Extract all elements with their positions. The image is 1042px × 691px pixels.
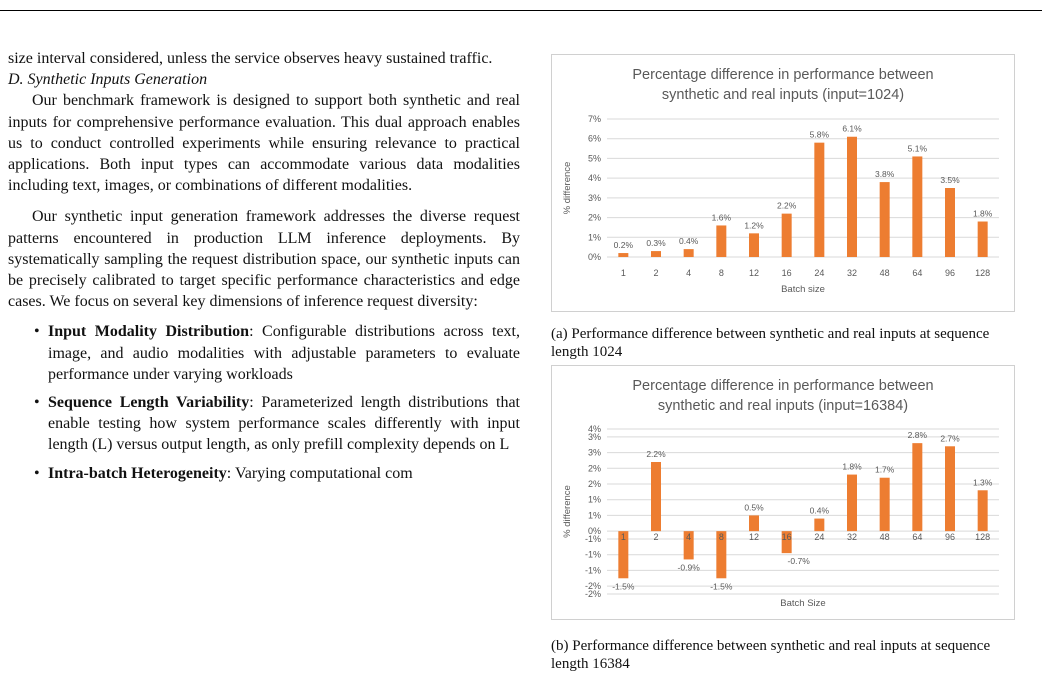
bullet-title: Input Modality Distribution [48,323,250,341]
figure-caption-a: (a) Performance difference between synthetic and real inputs at sequence length 1024 [551,326,990,360]
chart-b-bar [880,478,890,531]
chart-a-category-label: 16 [781,268,792,278]
chart-a-data-label: 0.4% [678,236,699,247]
chart-a-category-label: 96 [944,268,956,278]
chart-a-title-line: Percentage difference in performance between [632,67,934,83]
chart-b-ytick-label: -2% [584,589,601,599]
chart-b-data-label: 1.7% [874,464,895,475]
chart-a-ytick-label: 4% [587,173,601,184]
bullet-text: Configurable distributions across text, image, and audio modalities with adjustable parameters to evaluate performance under varying workloads [48,323,520,383]
chart-a-bar [684,249,694,257]
bullet-separator: : [249,323,263,341]
chart-b-ytick-label: 4% [587,424,601,434]
section-heading: D. Synthetic Inputs Generation [8,71,208,89]
chart-a-ytick-label: 7% [587,114,601,124]
bullet-item [8,392,520,456]
chart-b-bar [978,490,988,531]
chart-a-data-label: 0.3% [646,238,666,249]
chart-a-ylabel: % difference [562,161,573,215]
chart-b-category-label: 128 [975,532,991,542]
bullet-title: Intra-batch Heterogeneity [48,464,227,482]
chart-b-data-label: 1.8% [842,461,862,472]
chart-a-data-label: 0.2% [613,240,634,251]
chart-b-title-line: synthetic and real inputs (input=16384) [657,398,909,414]
chart-b-bar [945,446,955,531]
chart-b-category-label: 2 [653,532,659,542]
chart-b-category-label: 96 [944,532,956,542]
chart-b-xlabel: Batch Size [780,598,826,609]
chart-b-data-label: 2.2% [646,449,666,459]
chart-b-ytick-label: -2% [584,581,601,592]
chart-b-ylabel: % difference [562,485,573,538]
chart-b-ytick-label: 2% [587,479,601,489]
paragraph-2: Our synthetic input generation framework addresses the diverse request patterns encountered in production LLM inference deployments. By systematically sampling the request distribution space, our synthetic inputs can be precisely calibrated to target specific performance characteristics and edge cases. We focus on several key dimensions of inference request diversity: [8,208,520,311]
chart-a-data-label: 5.1% [907,143,928,154]
chart-b-data-label: 0.4% [809,505,830,516]
chart-b-category-label: 8 [718,532,724,542]
chart-b-category-label: 48 [879,532,890,542]
chart-b-data-label: 1.3% [972,477,993,488]
figure-caption-b: (b) Performance difference between synthetic and real inputs at sequence length 16384 [551,638,991,672]
chart-a-bar [880,182,890,257]
chart-b-svg [552,366,1014,619]
chart-b-ytick-label: -1% [584,549,601,560]
bullet-text: Varying computational com [234,464,413,482]
carry-over-paragraph: size interval considered, unless the service observes heavy sustained traffic. [8,50,493,67]
chart-a-category-label: 48 [879,268,890,278]
chart-a-ytick-label: 1% [587,232,601,243]
chart-a-bar [618,253,628,257]
chart-b-ytick-label: 3% [587,431,601,442]
bullet-title: Sequence Length Variability [48,394,250,412]
chart-a-data-label: 6.1% [842,123,862,134]
chart-a-category-label: 12 [748,268,760,278]
chart-a-bar [749,233,759,257]
chart-b-category-label: 64 [912,532,923,542]
chart-b-bar [749,515,759,531]
chart-b-ytick-label: 2% [587,463,601,474]
chart-b-data-label: 2.8% [907,430,928,441]
chart-b-container [551,365,1015,620]
paragraph-1: Our benchmark framework is designed to support both synthetic and real inputs for comprehensive performance evaluation. This dual approach enables us to conduct controlled experiments while ensuring relevance to practical applications. Both input types can accommodate various data modalities including text, images, or combinations of different modalities. [8,92,520,195]
chart-a-data-label: 5.8% [809,129,830,140]
chart-b-ytick-label: -1% [584,565,601,576]
chart-b-data-label: -0.7% [787,556,810,567]
chart-a-ytick-label: 2% [587,212,601,223]
bullet-item [8,321,520,385]
chart-a-category-label: 1 [620,268,626,278]
chart-a-data-label: 1.8% [972,208,993,219]
chart-a-category-label: 2 [653,268,659,278]
chart-b-data-label: -0.9% [677,562,700,573]
chart-a-data-label: 3.5% [940,175,960,185]
chart-b-ytick-label: 3% [587,447,601,458]
chart-a-bar [978,222,988,257]
chart-a-ytick-label: 5% [587,153,601,164]
chart-b-data-label: 0.5% [744,502,764,513]
chart-b-bar [847,475,857,532]
chart-a-bar [912,156,922,257]
chart-a-bar [782,214,792,257]
left-column [8,48,520,491]
chart-b-bar [814,519,824,532]
chart-b-ytick-label: 0% [587,526,601,537]
chart-a-category-label: 8 [718,268,724,278]
chart-a-bar [847,137,857,257]
bullet-separator: : [249,394,262,412]
chart-a-ytick-label: 0% [587,252,601,262]
bullet-item [8,463,520,484]
chart-a-bar [716,225,726,257]
bullet-separator: : [226,464,235,482]
chart-b-data-label: -1.5% [612,581,635,592]
chart-a-category-label: 64 [912,268,923,278]
chart-b-category-label: 16 [781,532,792,542]
chart-b-ytick-label: 1% [587,510,601,521]
chart-a-category-label: 4 [686,268,692,278]
chart-b-ytick-label: -1% [584,534,601,544]
chart-b-category-label: 12 [748,532,760,542]
page-top-rule [0,10,1042,11]
chart-a-data-label: 1.6% [711,212,732,223]
chart-a-bar [945,188,955,257]
chart-a-data-label: 2.2% [776,200,797,211]
chart-b-data-label: 2.7% [940,433,960,444]
chart-a-bar [814,143,824,257]
chart-b-data-label: -1.5% [710,581,733,592]
chart-b-bar [651,462,661,531]
chart-a-category-label: 24 [814,268,825,278]
bullet-list [8,321,520,483]
chart-b-ytick-label: 1% [587,494,601,505]
chart-a-xlabel: Batch size [781,284,825,295]
chart-b-title-line: Percentage difference in performance between [632,378,934,394]
chart-b-category-label: 32 [846,532,858,542]
chart-b-category-label: 4 [686,532,692,542]
chart-a-container [551,54,1015,312]
chart-a-data-label: 1.2% [744,220,764,231]
chart-a-category-label: 32 [846,268,858,278]
bullet-text: Parameterized length distributions that enable testing how system performance scales differently with input length (L) versus output length, as only prefill complexity depends on L [48,394,520,454]
chart-b-category-label: 24 [814,532,825,542]
chart-a-category-label: 128 [975,268,991,278]
chart-a-data-label: 3.8% [874,169,895,180]
chart-a-ytick-label: 3% [587,192,601,203]
chart-a-svg [552,55,1014,311]
chart-a-bar [651,251,661,257]
chart-a-title-line: synthetic and real inputs (input=1024) [661,87,905,103]
chart-b-bar [912,443,922,531]
chart-a-ytick-label: 6% [587,133,601,144]
chart-b-category-label: 1 [620,532,626,542]
